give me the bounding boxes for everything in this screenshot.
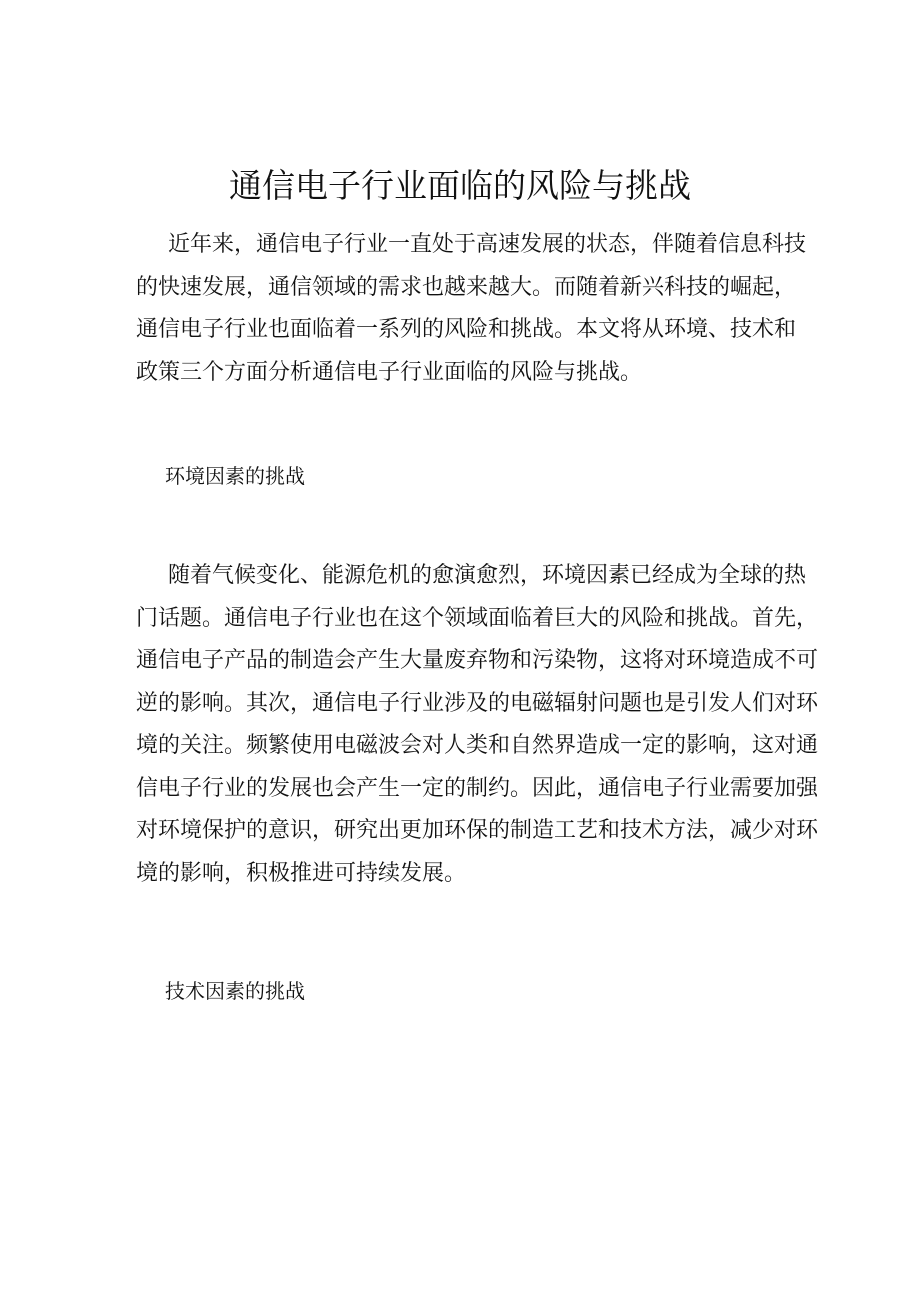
intro-line: 的快速发展，通信领域的需求也越来越大。而随着新兴科技的崛起，: [136, 274, 797, 300]
intro-line: 近年来，通信电子行业一直处于高速发展的状态，伴随着信息科技: [168, 232, 807, 257]
intro-line: 政策三个方面分析通信电子行业面临的风险与挑战。: [136, 359, 643, 385]
section-heading-environment: 环境因素的挑战: [165, 464, 305, 488]
paragraph-line: 信电子行业的发展也会产生一定的制约。因此，通信电子行业需要加强: [136, 775, 819, 801]
intro-paragraph: [136, 224, 807, 394]
paragraph-line: 逆的影响。其次，通信电子行业涉及的电磁辐射问题也是引发人们对环: [136, 690, 819, 716]
paragraph-line: 门话题。通信电子行业也在这个领域面临着巨大的风险和挑战。首先，: [136, 605, 819, 631]
intro-line: 通信电子行业也面临着一系列的风险和挑战。本文将从环境、技术和: [136, 317, 797, 342]
paragraph-line: 境的影响，积极推进可持续发展。: [136, 860, 467, 886]
paragraph-line: 随着气候变化、能源危机的愈演愈烈，环境因素已经成为全球的热: [168, 563, 807, 588]
paragraph-line: 对环境保护的意识，研究出更加环保的制造工艺和技术方法，减少对环: [136, 818, 819, 843]
environment-paragraph: [136, 555, 819, 895]
paragraph-line: 境的关注。频繁使用电磁波会对人类和自然界造成一定的影响，这对通: [136, 733, 819, 758]
page-title: 通信电子行业面临的风险与挑战: [229, 166, 691, 205]
section-heading-technology: 技术因素的挑战: [165, 979, 305, 1003]
paragraph-line: 通信电子产品的制造会产生大量废弃物和污染物，这将对环境造成不可: [136, 648, 819, 673]
